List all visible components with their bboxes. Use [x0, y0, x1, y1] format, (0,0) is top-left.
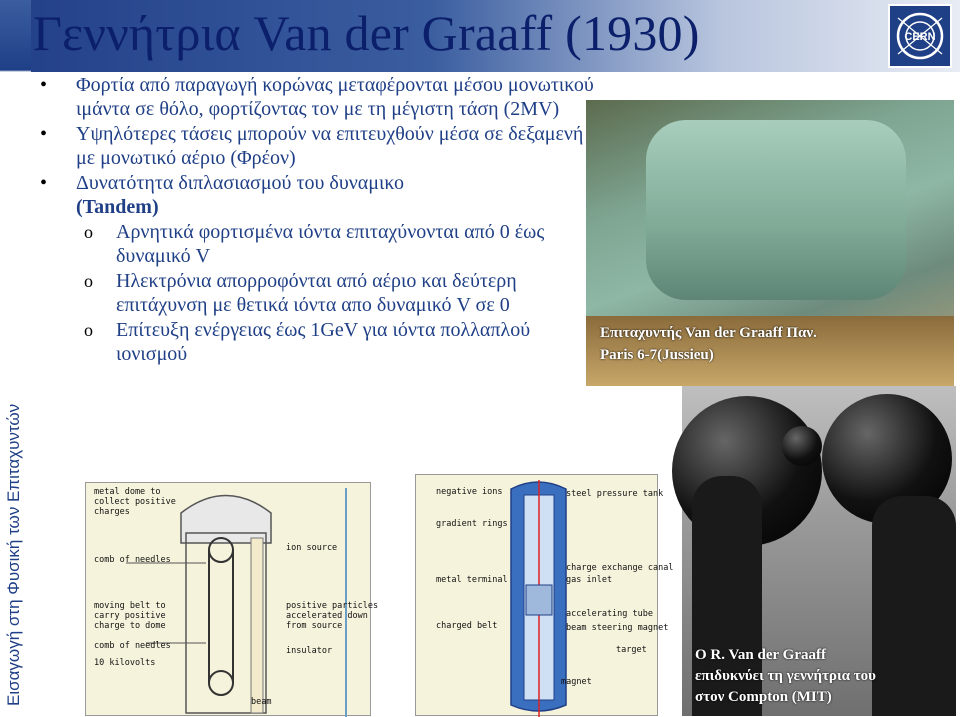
label-comb-top: comb of needles — [94, 555, 171, 565]
label-ion-source: ion source — [286, 543, 338, 553]
label-voltage: 10 kilovolts — [94, 658, 156, 668]
label-negative-ions: negative ions — [436, 487, 503, 497]
label-pressure-tank: steel pressure tank — [566, 489, 664, 499]
side-course-label: Εισαγωγή στη Φυσική των Επιταχυντών — [4, 403, 23, 706]
person-right — [872, 496, 956, 716]
bullet-item: • Φορτία από παραγωγή κορώνας μεταφέρονται μέσου μονωτικού ιμάντα σε θόλο, φορτίζοντας τον με τη μέγιστη τάση (2MV) — [38, 74, 598, 121]
label-charged-belt: charged belt — [436, 621, 498, 631]
tank-cylinder — [646, 120, 906, 300]
label-insulator: insulator — [286, 646, 333, 656]
sub-bullet-item: o Ηλεκτρόνια απορροφόνται από αέριο και δεύτερη επιτάχυνση με θετικά ιόντα απο δυναμικό V σε 0 — [84, 270, 517, 316]
slide-title: Γεννήτρια Van der Graaff (1930) — [33, 5, 700, 61]
bullet-item: • Δυνατότητα διπλασιασμού του δυναμικο (Tandem) — [38, 172, 598, 219]
cern-logo — [888, 4, 952, 68]
label-charge-exchange: charge exchange canal — [566, 563, 674, 573]
label-metal-terminal: metal terminal — [436, 575, 508, 585]
label-accelerating-tube: accelerating tube — [566, 609, 653, 619]
label-gas-inlet: gas inlet — [566, 575, 613, 585]
label-dome: metal dome to collect positive charges — [94, 487, 176, 517]
photo-bottom-caption: O R. Van der Graaff επιδυκνύει τη γεννήτρια του στον Compton (MIT) — [695, 647, 876, 705]
label-beam: beam — [251, 697, 272, 707]
label-belt: moving belt to carry positive charge to dome — [94, 601, 166, 631]
label-magnet: magnet — [561, 677, 592, 687]
label-comb-bottom: comb of needles — [94, 641, 171, 651]
photo-top-caption: Επιταχυντής Van der Graaff Παν. Paris 6-7(Jussieu) — [600, 325, 817, 363]
label-particles: positive particles accelerated down from source — [286, 601, 379, 631]
bullet-list — [38, 74, 598, 368]
sub-bullet-item: o Αρνητικά φορτισμένα ιόντα επιταχύνονται από 0 έως δυναμικό V — [84, 221, 545, 267]
bullet-item: • Υψηλότερες τάσεις μπορούν να επιτευχθούν μέσα σε δεξαμενή με μονωτικό αέριο (Φρέον) — [38, 123, 598, 170]
label-gradient-rings: gradient rings — [436, 519, 508, 529]
van-de-graaff-schematic — [85, 482, 379, 716]
tandem-schematic — [415, 474, 674, 716]
label-target: target — [616, 645, 647, 655]
label-steering-magnet: beam steering magnet — [566, 623, 669, 633]
sub-bullet-item: o Επίτευξη ενέργειας έως 1GeV για ιόντα πολλαπλού ιονισμού — [84, 319, 531, 365]
logo-text: CERN — [904, 31, 936, 43]
sphere-small — [782, 426, 822, 466]
